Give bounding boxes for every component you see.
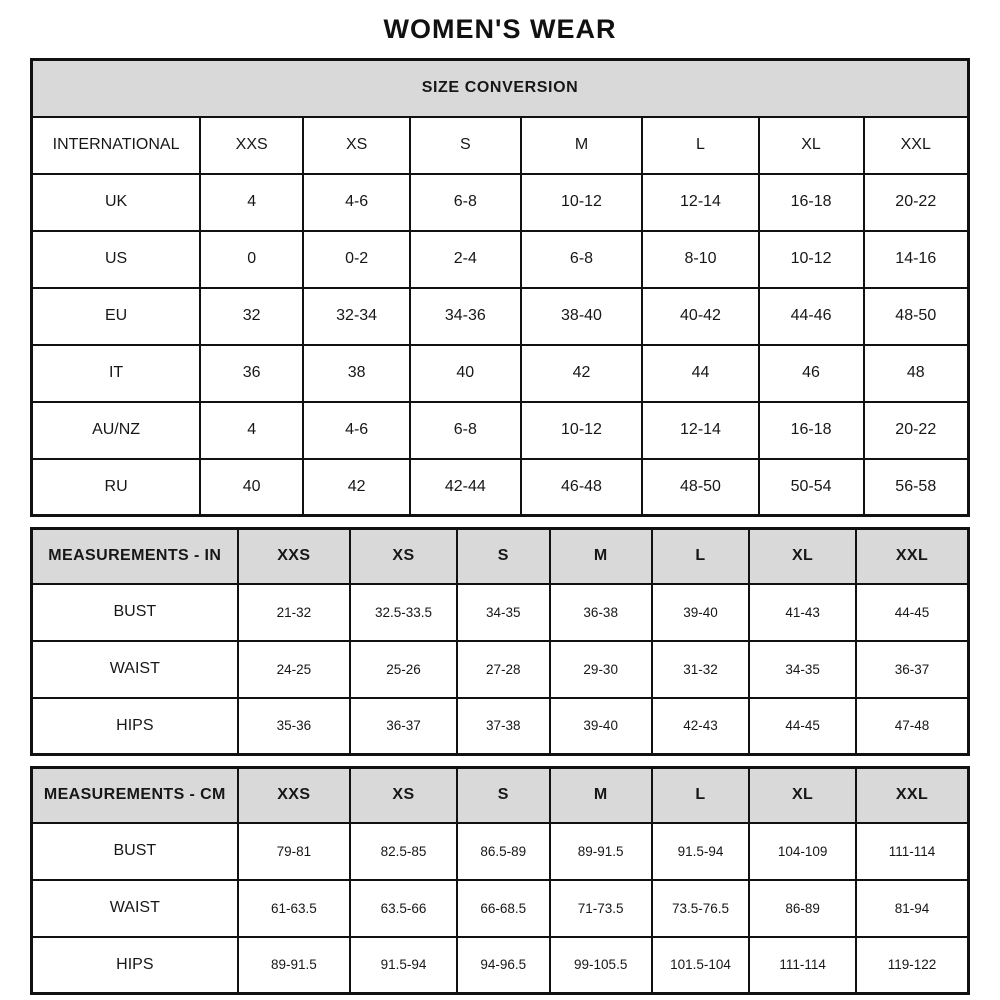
value-cell: 89-91.5 xyxy=(238,937,350,994)
table-row xyxy=(32,823,969,880)
value-cell: 71-73.5 xyxy=(550,880,652,937)
value-cell: 36-38 xyxy=(550,584,652,641)
value-cell: 50-54 xyxy=(759,459,864,516)
value-cell: 6-8 xyxy=(410,174,521,231)
value-cell: 42 xyxy=(521,345,643,402)
row-label-cell: AU/NZ xyxy=(32,402,201,459)
header-row xyxy=(32,117,969,174)
value-cell: 4 xyxy=(200,402,303,459)
value-cell: 34-36 xyxy=(410,288,521,345)
value-cell: 111-114 xyxy=(749,937,856,994)
column-header-cell: XXS xyxy=(238,768,350,823)
value-cell: 12-14 xyxy=(642,174,758,231)
column-header-cell: L xyxy=(642,117,758,174)
value-cell: 8-10 xyxy=(642,231,758,288)
value-cell: 44-45 xyxy=(749,698,856,755)
value-cell: 20-22 xyxy=(864,402,969,459)
value-cell: 104-109 xyxy=(749,823,856,880)
value-cell: 101.5-104 xyxy=(652,937,749,994)
table-row xyxy=(32,402,969,459)
size-conversion-table xyxy=(30,58,970,517)
value-cell: 48 xyxy=(864,345,969,402)
value-cell: 42-44 xyxy=(410,459,521,516)
value-cell: 39-40 xyxy=(550,698,652,755)
column-header-cell: L xyxy=(652,768,749,823)
value-cell: 32.5-33.5 xyxy=(350,584,457,641)
value-cell: 6-8 xyxy=(410,402,521,459)
table-row xyxy=(32,288,969,345)
value-cell: 86.5-89 xyxy=(457,823,550,880)
table-title: SIZE CONVERSION xyxy=(32,60,969,117)
value-cell: 86-89 xyxy=(749,880,856,937)
value-cell: 2-4 xyxy=(410,231,521,288)
value-cell: 29-30 xyxy=(550,641,652,698)
column-header-cell: M xyxy=(550,529,652,584)
header-row xyxy=(32,768,969,823)
column-header-cell: M xyxy=(521,117,643,174)
row-label-cell: EU xyxy=(32,288,201,345)
row-label-cell: WAIST xyxy=(32,880,238,937)
table-row xyxy=(32,880,969,937)
table-row xyxy=(32,345,969,402)
value-cell: 89-91.5 xyxy=(550,823,652,880)
value-cell: 66-68.5 xyxy=(457,880,550,937)
row-label-cell: WAIST xyxy=(32,641,238,698)
column-header-cell: XS xyxy=(303,117,410,174)
value-cell: 21-32 xyxy=(238,584,350,641)
value-cell: 42-43 xyxy=(652,698,749,755)
value-cell: 82.5-85 xyxy=(350,823,457,880)
value-cell: 16-18 xyxy=(759,174,864,231)
value-cell: 27-28 xyxy=(457,641,550,698)
row-label-cell: BUST xyxy=(32,584,238,641)
value-cell: 35-36 xyxy=(238,698,350,755)
measurements-in-table xyxy=(30,527,970,756)
value-cell: 40-42 xyxy=(642,288,758,345)
table-row xyxy=(32,231,969,288)
value-cell: 40 xyxy=(410,345,521,402)
row-label-cell: BUST xyxy=(32,823,238,880)
column-header-cell: XS xyxy=(350,768,457,823)
value-cell: 16-18 xyxy=(759,402,864,459)
value-cell: 61-63.5 xyxy=(238,880,350,937)
value-cell: 46-48 xyxy=(521,459,643,516)
table-row xyxy=(32,174,969,231)
value-cell: 36 xyxy=(200,345,303,402)
value-cell: 32 xyxy=(200,288,303,345)
page-title: WOMEN'S WEAR xyxy=(383,14,617,44)
column-header-cell: S xyxy=(410,117,521,174)
value-cell: 10-12 xyxy=(521,402,643,459)
value-cell: 48-50 xyxy=(864,288,969,345)
value-cell: 32-34 xyxy=(303,288,410,345)
column-header-cell: S xyxy=(457,768,550,823)
value-cell: 39-40 xyxy=(652,584,749,641)
row-label-cell: RU xyxy=(32,459,201,516)
table-row xyxy=(32,937,969,994)
value-cell: 14-16 xyxy=(864,231,969,288)
column-header-cell: XL xyxy=(759,117,864,174)
value-cell: 20-22 xyxy=(864,174,969,231)
value-cell: 91.5-94 xyxy=(350,937,457,994)
column-header-cell: L xyxy=(652,529,749,584)
value-cell: 4 xyxy=(200,174,303,231)
value-cell: 44-45 xyxy=(856,584,969,641)
column-header-cell: XL xyxy=(749,768,856,823)
value-cell: 12-14 xyxy=(642,402,758,459)
value-cell: 34-35 xyxy=(457,584,550,641)
value-cell: 94-96.5 xyxy=(457,937,550,994)
value-cell: 36-37 xyxy=(350,698,457,755)
column-header-cell: XL xyxy=(749,529,856,584)
value-cell: 31-32 xyxy=(652,641,749,698)
value-cell: 73.5-76.5 xyxy=(652,880,749,937)
value-cell: 63.5-66 xyxy=(350,880,457,937)
column-header-cell: S xyxy=(457,529,550,584)
row-label-cell: HIPS xyxy=(32,937,238,994)
value-cell: 56-58 xyxy=(864,459,969,516)
value-cell: 42 xyxy=(303,459,410,516)
column-header-cell: XS xyxy=(350,529,457,584)
value-cell: 25-26 xyxy=(350,641,457,698)
value-cell: 0-2 xyxy=(303,231,410,288)
table-row xyxy=(32,584,969,641)
column-header-cell: XXS xyxy=(200,117,303,174)
value-cell: 34-35 xyxy=(749,641,856,698)
row-label-cell: UK xyxy=(32,174,201,231)
measurements-cm-table xyxy=(30,766,970,995)
value-cell: 38-40 xyxy=(521,288,643,345)
value-cell: 37-38 xyxy=(457,698,550,755)
value-cell: 44-46 xyxy=(759,288,864,345)
header-row xyxy=(32,529,969,584)
column-header-cell: XXL xyxy=(856,529,969,584)
value-cell: 6-8 xyxy=(521,231,643,288)
column-header-cell: M xyxy=(550,768,652,823)
value-cell: 10-12 xyxy=(759,231,864,288)
value-cell: 38 xyxy=(303,345,410,402)
value-cell: 10-12 xyxy=(521,174,643,231)
value-cell: 40 xyxy=(200,459,303,516)
table-row xyxy=(32,641,969,698)
column-header-cell: XXS xyxy=(238,529,350,584)
corner-header-cell: MEASUREMENTS - IN xyxy=(32,529,238,584)
value-cell: 4-6 xyxy=(303,402,410,459)
value-cell: 24-25 xyxy=(238,641,350,698)
value-cell: 111-114 xyxy=(856,823,969,880)
row-label-cell: US xyxy=(32,231,201,288)
value-cell: 44 xyxy=(642,345,758,402)
value-cell: 99-105.5 xyxy=(550,937,652,994)
column-header-cell: XXL xyxy=(864,117,969,174)
value-cell: 119-122 xyxy=(856,937,969,994)
value-cell: 79-81 xyxy=(238,823,350,880)
table-title-row xyxy=(32,60,969,117)
value-cell: 36-37 xyxy=(856,641,969,698)
corner-header-cell: MEASUREMENTS - CM xyxy=(32,768,238,823)
value-cell: 0 xyxy=(200,231,303,288)
corner-header-cell: INTERNATIONAL xyxy=(32,117,201,174)
value-cell: 4-6 xyxy=(303,174,410,231)
value-cell: 81-94 xyxy=(856,880,969,937)
value-cell: 48-50 xyxy=(642,459,758,516)
value-cell: 41-43 xyxy=(749,584,856,641)
value-cell: 46 xyxy=(759,345,864,402)
row-label-cell: IT xyxy=(32,345,201,402)
row-label-cell: HIPS xyxy=(32,698,238,755)
value-cell: 47-48 xyxy=(856,698,969,755)
table-row xyxy=(32,698,969,755)
value-cell: 91.5-94 xyxy=(652,823,749,880)
column-header-cell: XXL xyxy=(856,768,969,823)
table-row xyxy=(32,459,969,516)
